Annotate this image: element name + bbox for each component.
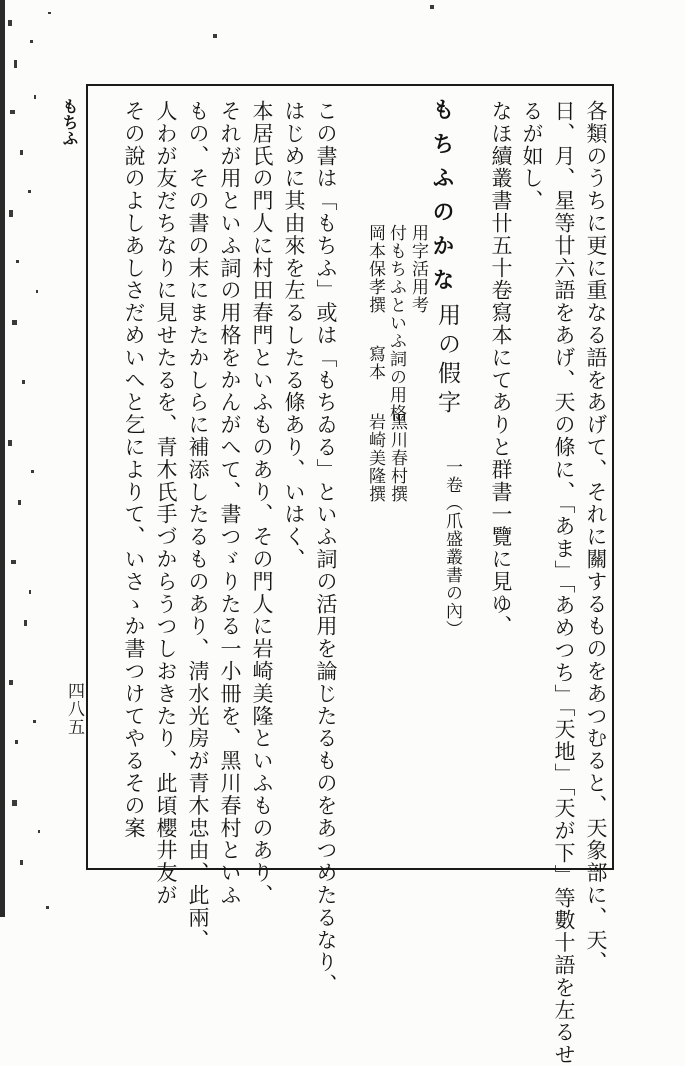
text-frame [86,84,614,1066]
page-number: 四八五 [64,682,84,736]
author-col-4: 岩崎美隆撰 [365,413,385,503]
body-line-1: この書は「もちふ」或は「もちゐる」といふ詞の活用を論じたるものをあつめたるなり、 [314,100,338,996]
volume-note: 一卷（爪盛叢書の內） [442,458,462,638]
prev-entry-line-3: るが如し、 [520,100,544,212]
entry-title-subtitle: 用の假字 [434,303,460,419]
entry-title: もちふのかな [429,98,455,302]
prev-entry-line-4: なほ續叢書卄五十卷寫本にてありと群書一覽に見ゆ、 [489,100,513,638]
margin-running-title: もちふ [60,98,79,146]
body-line-7: その說のよしあしさだめいへと乞によりて、いさゝか書つけてやるその案 [122,100,146,840]
prev-entry-line-2: 日、月、星等廿六語をあげ、天の條に、「あま」「あめつち」「天地」「天が下」等數十語を左るせ [552,100,576,1066]
body-line-6: 人わが友だちなりに見せたるを、青木氏手づからうつしおきたり、此頃櫻井友が [154,100,178,907]
prev-entry-line-1: 各類のうちに更に重なる語をあげて、それに關するものをあつむると、天象部に、天、 [584,100,608,974]
author-col-1: 岡本保孝撰 [365,224,385,314]
body-line-5: もの、その書の末にまたかしらに補添したるものあり、淸水光房が青木忠由、此兩、 [186,100,210,952]
body-line-2: はじめに其由來を左るしたる條あり、いはく、 [282,100,306,571]
body-line-3: 本居氏の門人に村田春門といふものあり、その門人に岩崎美隆といふものあり、 [250,100,274,907]
author-col-3: 付もちふといふ詞の用格 [386,224,406,422]
author-col-6: 黑川春村撰 [387,413,407,503]
author-col-5: 用字活用考 [408,224,428,314]
author-col-2: 寫本 [365,345,385,381]
body-line-4: それが用といふ詞の用格をかんがへて、書つゞりたる一小冊を、黑川春村といふ [218,100,242,907]
